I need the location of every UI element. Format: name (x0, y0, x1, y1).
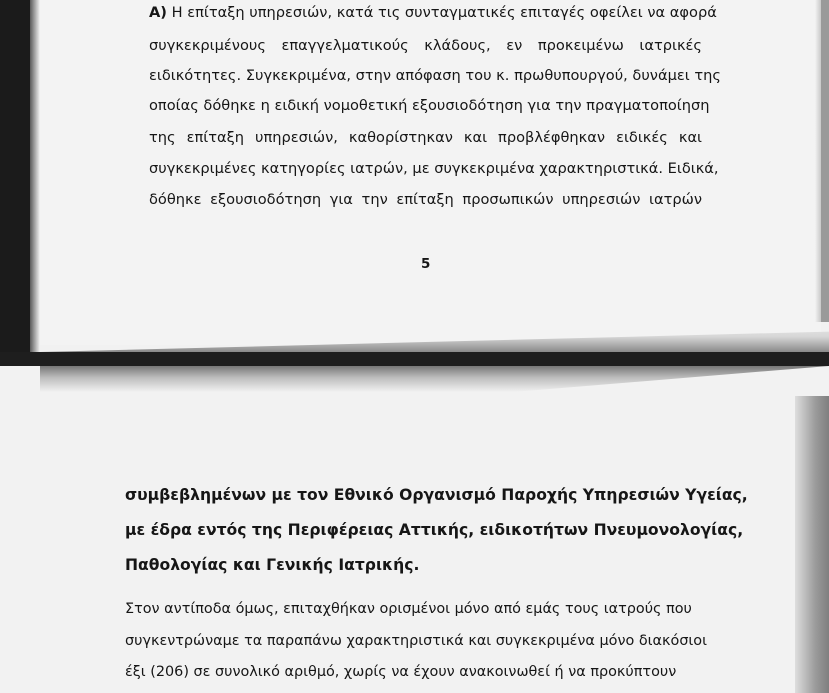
section-label: A) (149, 4, 167, 21)
page-number: 5 (421, 256, 431, 272)
text-line-6: συγκεκριμένες κατηγορίες ιατρών, με συγκεκριμένα χαρακτηριστικά. Ειδικά, (149, 160, 719, 177)
scan-edge-right-bottom (795, 396, 829, 693)
scan-edge-right-top (821, 0, 829, 322)
bold-line-3: Παθολογίας και Γενικής Ιατρικής. (125, 556, 420, 574)
text-line-1: Η επίταξη υπηρεσιών, κατά τις συνταγματικές επιταγές οφείλει να αφορά (171, 4, 717, 21)
regular-line-3: έξι (206) σε συνολικό αριθμό, χωρίς να έχουν ανακοινωθεί ή να προκύπτουν (125, 664, 677, 680)
scan-edge-left (0, 0, 30, 352)
bold-line-2: με έδρα εντός της Περιφέρειας Αττικής, ειδικοτήτων Πνευμονολογίας, (125, 521, 744, 539)
regular-line-2: συγκεντρώναμε τα παραπάνω χαρακτηριστικά και συγκεκριμένα μόνο διακόσιοι (125, 633, 707, 649)
text-line-4: οποίας δόθηκε η ειδική νομοθετική εξουσιοδότηση για την πραγματοποίηση (149, 97, 710, 114)
regular-line-1: Στον αντίποδα όμως, επιταχθήκαν ορισμένοι μόνο από εμάς τους ιατρούς που (125, 601, 692, 617)
bold-line-1: συμβεβλημένων με τον Εθνικό Οργανισμό Παροχής Υπηρεσιών Υγείας, (125, 486, 748, 504)
page-separator (0, 352, 829, 366)
text-line-7: δόθηκε εξουσιοδότηση για την επίταξη προσωπικών υπηρεσιών ιατρών (149, 191, 702, 208)
text-line-5: της επίταξη υπηρεσιών, καθορίστηκαν και προβλέφθηκαν ειδικές και (149, 129, 702, 146)
text-line (149, 6, 717, 21)
text-line-2: συγκεκριμένους επαγγελματικούς κλάδους, εν προκειμένω ιατρικές (149, 37, 702, 54)
text-line-3: ειδικότητες. Συγκεκριμένα, στην απόφαση του κ. πρωθυπουργού, δυνάμει της (149, 67, 721, 84)
